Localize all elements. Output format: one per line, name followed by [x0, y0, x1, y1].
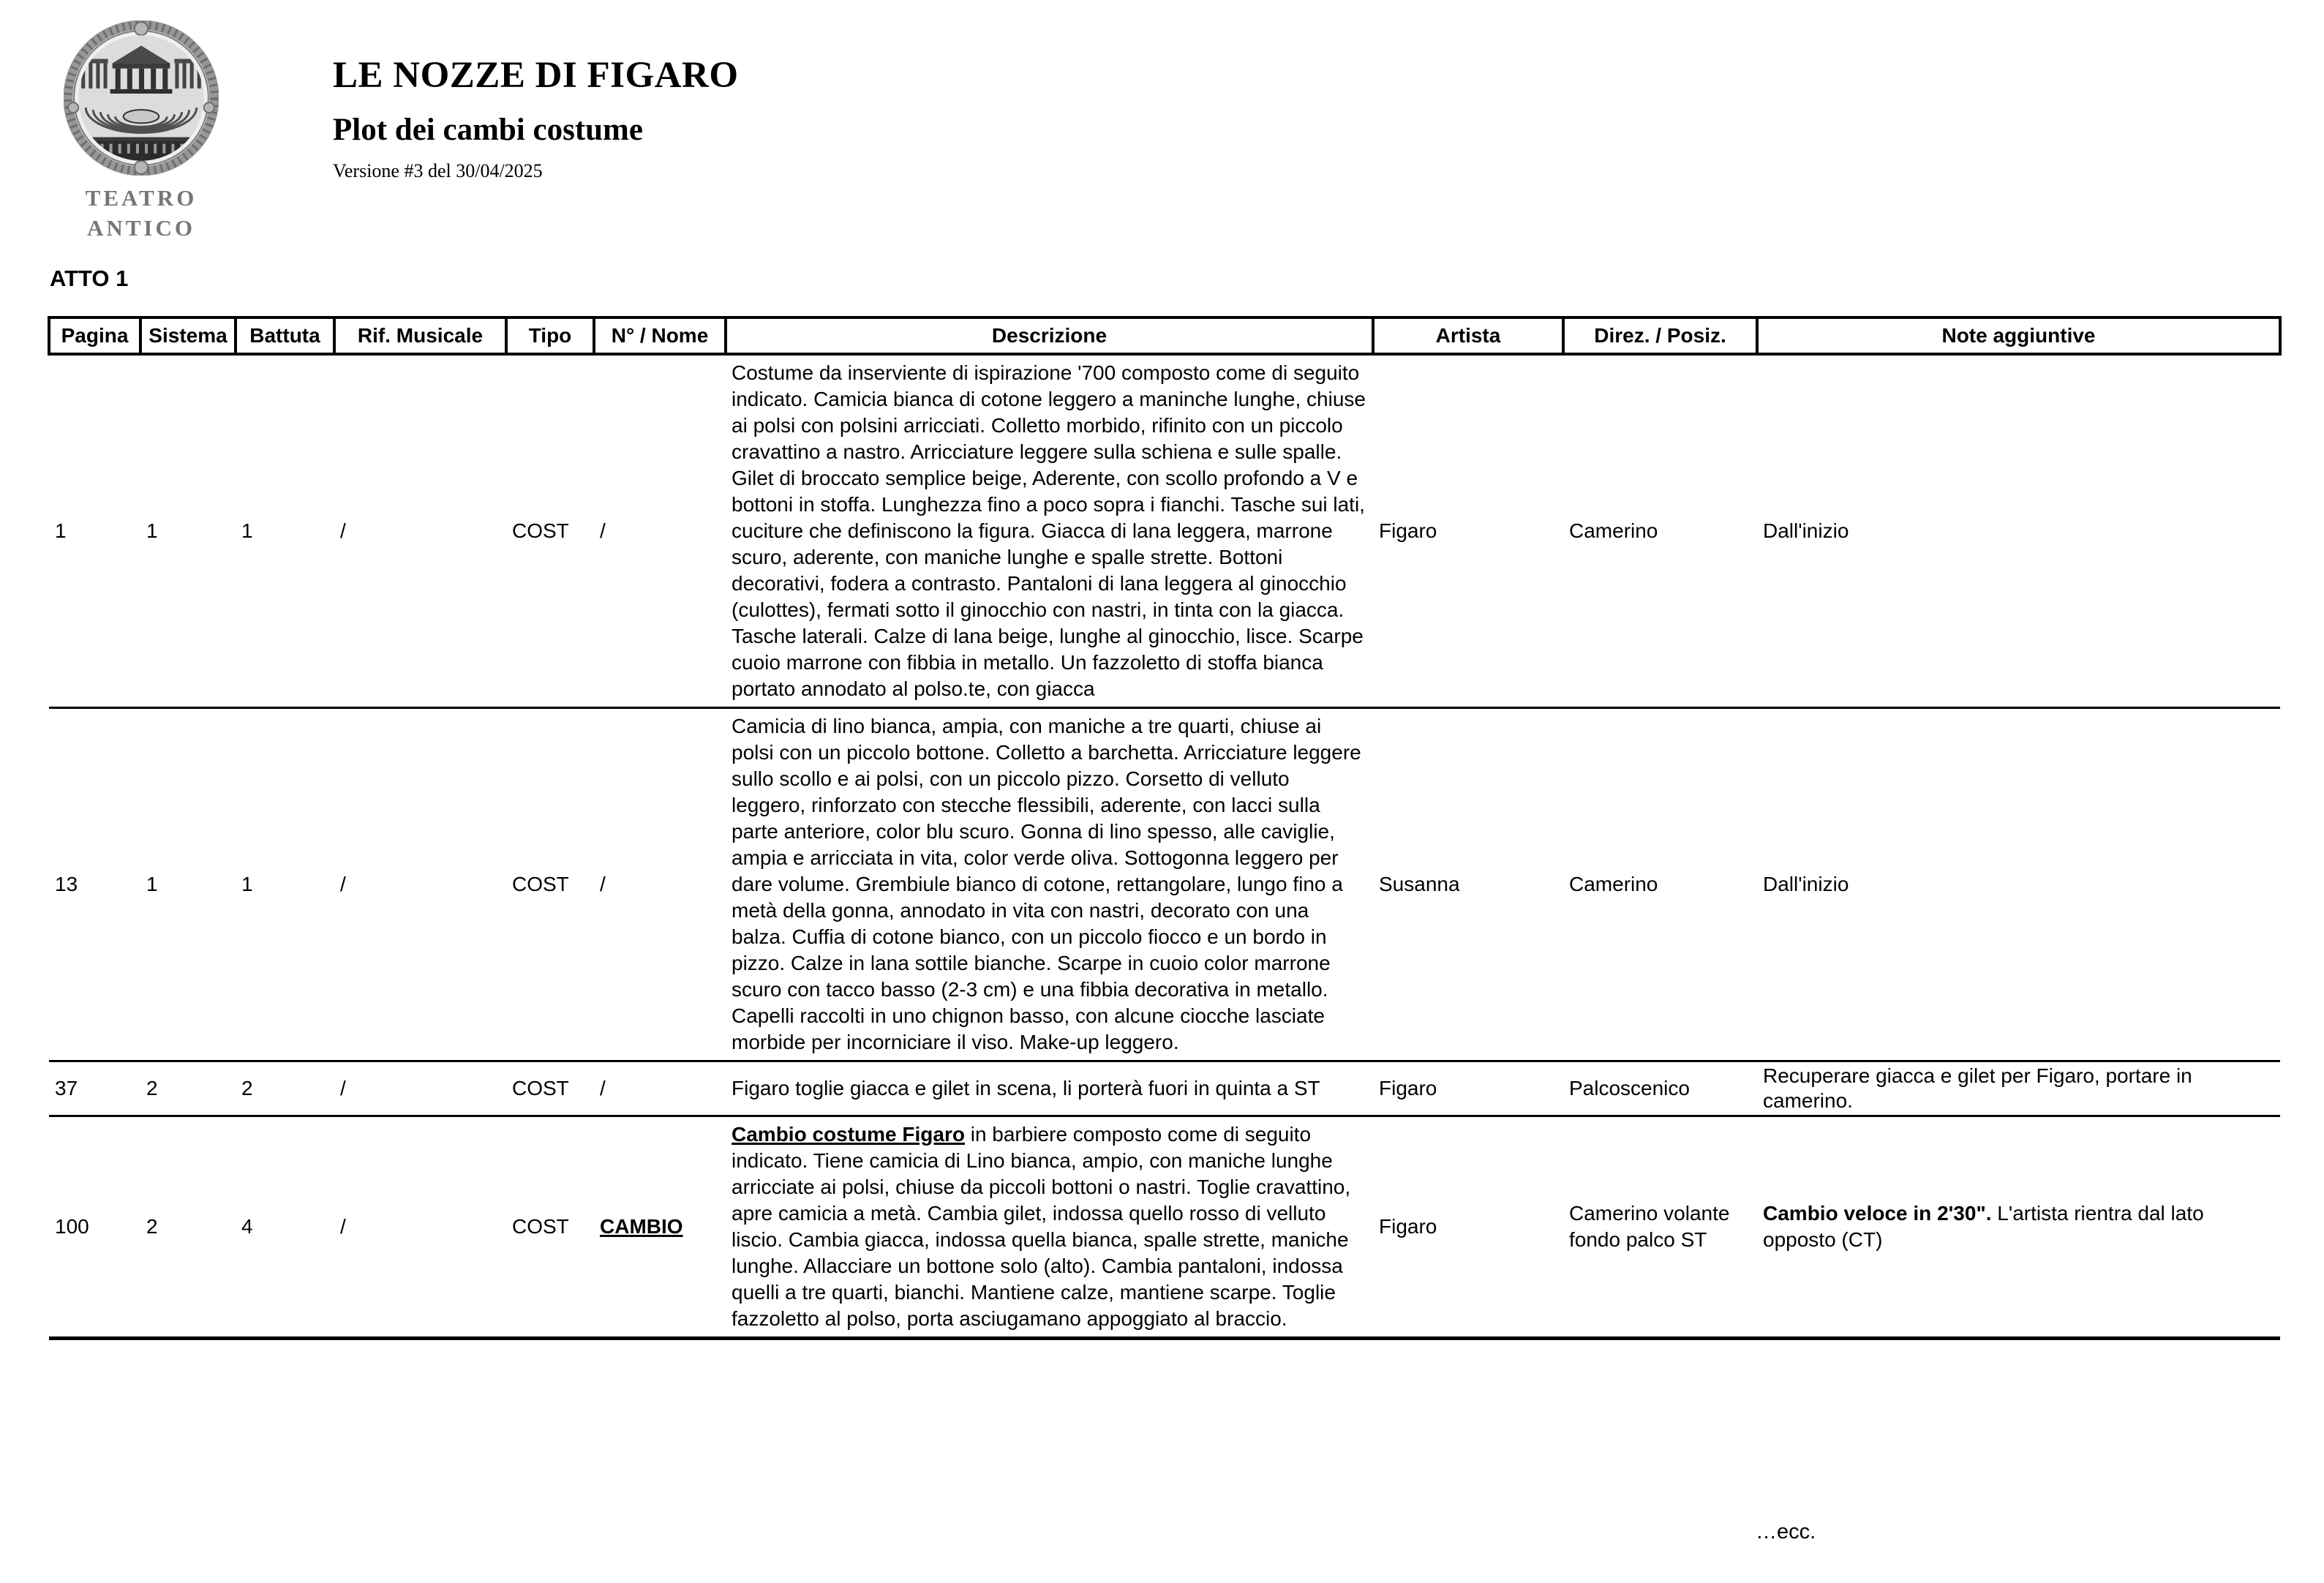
cell-tipo: COST: [512, 519, 569, 542]
cell-sistema: 2: [146, 1077, 158, 1099]
costume-plot-table: [48, 316, 2282, 1340]
column-header-artista: Artista: [1373, 317, 1563, 354]
cell-direz-posiz: Camerino volante fondo palco ST: [1569, 1202, 1730, 1251]
act-heading: ATTO 1: [50, 266, 129, 291]
logo-caption-line2: ANTICO: [86, 214, 195, 241]
column-header-descrizione: Descrizione: [726, 317, 1373, 354]
cell-descrizione: [726, 708, 1373, 1061]
description-text: in barbiere composto come di seguito indicato. Tiene camicia di Lino bianca, ampio, con maniche lunghe arricciate ai polsi, chiuse da piccoli bottoni o nastri. Toglie cravattino, apre camicia a metà. Cambia gilet, indossa quello rosso di velluto liscio. Cambia giacca, indossa quella bianca, spalle strette, maniche lunghe. Allacciare un bottone solo (alto). Cambia pantaloni, indossa quelli a tre quarti, bianchi. Mantiene calze, mantiene scarpe. Toglie fazzoletto al polso, porta asciugamano appoggiato al braccio.: [732, 1123, 1351, 1330]
cell-artista: Figaro: [1379, 1215, 1437, 1238]
cell-battuta: 1: [241, 519, 253, 542]
cell-tipo: COST: [512, 1077, 569, 1099]
note-text: L'artista rientra dal lato opposto (CT): [1763, 1202, 2204, 1251]
cell-rif-musicale: /: [340, 873, 346, 895]
description-text: Camicia di lino bianca, ampia, con maniche a tre quarti, chiuse ai polsi con un piccolo bottone. Colletto a barchetta. Arricciature leggere sullo scollo e ai polsi, con un piccolo pizzo. Corsetto di velluto leggero, rinforzato con stecche flessibili, aderente, con lacci sulla parte anteriore, color blu scuro. Gonna di lino spesso, alle caviglie, ampia e arricciata in vita, color verde oliva. Sottogonna leggero per dare volume. Grembiule bianco di cotone, rettangolare, lungo fino a metà della gonna, annodato in vita con nastri, decorato con una balza. Cuffia di cotone bianco, con un piccolo fiocco e un bordo in pizzo. Calze in lana sottile bianche. Scarpe in cuoio color marrone scuro con tacco basso (2-3 cm) e una fibbia decorativa in metallo. Capelli raccolti in uno chignon basso, con alcune ciocche lasciate morbide per incorniciare il viso. Make-up leggero.: [732, 715, 1361, 1053]
cell-rif-musicale: /: [340, 519, 346, 542]
cell-rif-musicale: /: [340, 1215, 346, 1238]
cell-artista: Susanna: [1379, 873, 1460, 895]
cell-battuta: 1: [241, 873, 253, 895]
cell-direz-posiz: Palcoscenico: [1569, 1077, 1690, 1099]
description-lead: Cambio costume Figaro: [732, 1123, 965, 1146]
continuation-mark: …ecc.: [1756, 1520, 1816, 1543]
cell-tipo: COST: [512, 873, 569, 895]
column-header-pagina: Pagina: [49, 317, 140, 354]
table-row: [49, 1061, 2280, 1116]
cell-note: Recuperare giacca e gilet per Figaro, portare in camerino.: [1763, 1064, 2192, 1112]
cell-pagina: 100: [55, 1215, 89, 1238]
cell-note: Dall'inizio: [1763, 873, 1849, 895]
cell-battuta: 2: [241, 1077, 253, 1099]
cell-battuta: 4: [241, 1215, 253, 1238]
cell-note: [1757, 1116, 2280, 1339]
cell-pagina: 1: [55, 519, 67, 542]
cell-rif-musicale: /: [340, 1077, 346, 1099]
title-block: [333, 57, 739, 181]
cell-direz-posiz: Camerino: [1569, 519, 1658, 542]
cell-nome: CAMBIO: [600, 1215, 683, 1238]
cell-note: Dall'inizio: [1763, 519, 1849, 542]
cell-nome: /: [600, 1077, 606, 1099]
cell-descrizione: [726, 354, 1373, 708]
column-header-direz-posiz: Direz. / Posiz.: [1563, 317, 1757, 354]
cell-nome: /: [600, 519, 606, 542]
cell-pagina: 13: [55, 873, 78, 895]
cell-tipo: COST: [512, 1215, 569, 1238]
note-lead: Cambio veloce in 2'30".: [1763, 1202, 1992, 1225]
cell-artista: Figaro: [1379, 1077, 1437, 1099]
column-header-tipo: Tipo: [506, 317, 594, 354]
table-row: [49, 708, 2280, 1061]
column-header-note: Note aggiuntive: [1757, 317, 2280, 354]
table-header-row: [49, 317, 2280, 354]
table-row: [49, 1116, 2280, 1339]
version-line: Versione #3 del 30/04/2025: [333, 160, 543, 181]
cell-descrizione: [726, 1061, 1373, 1116]
logo-caption: [57, 184, 225, 244]
description-text: Costume da inserviente di ispirazione '700 composto come di seguito indicato. Camicia bianca di cotone leggero a maninche lunghe, chiuse ai polsi con polsini arricciati. Colletto morbido, rifinito con un piccolo cravattino a nastro. Arricciature leggere sulla schiena e sulle spalle. Gilet di broccato semplice beige, Aderente, con scollo profondo a V e bottoni in stoffa. Lunghezza fino a poco sopra i fianchi. Tasche sui lati, cuciture che definiscono la figura. Giacca di lana leggera, marrone scuro, aderente, con maniche lunghe e spalle strette. Bottoni decorativi, fodera a contrasto. Pantaloni di lana leggera al ginocchio (culottes), fermati sotto il ginocchio con nastri, in tinta con la giacca. Tasche laterali. Calze di lana beige, lunghe al ginocchio, lisce. Scarpe cuoio marrone con fibbia in metallo. Un fazzoletto di stoffa bianca portato annodato al polso.te, con giacca: [732, 361, 1366, 700]
table-row: [49, 354, 2280, 708]
column-header-rif-musicale: Rif. Musicale: [334, 317, 506, 354]
cell-descrizione: [726, 1116, 1373, 1339]
cell-direz-posiz: Camerino: [1569, 873, 1658, 895]
cell-sistema: 1: [146, 519, 158, 542]
logo-caption-line1: TEATRO: [85, 185, 198, 211]
cell-artista: Figaro: [1379, 519, 1437, 542]
cell-pagina: 37: [55, 1077, 78, 1099]
cell-nome: /: [600, 873, 606, 895]
description-text: Figaro toglie giacca e gilet in scena, li porterà fuori in quinta a ST: [732, 1077, 1320, 1099]
column-header-battuta: Battuta: [236, 317, 334, 354]
column-header-nome: N° / Nome: [594, 317, 726, 354]
cell-sistema: 2: [146, 1215, 158, 1238]
teatro-antico-logo-icon: [64, 20, 219, 176]
table-header: [49, 317, 2280, 354]
table-body: [49, 354, 2280, 1339]
column-header-sistema: Sistema: [140, 317, 236, 354]
cell-sistema: 1: [146, 873, 158, 895]
page-title: LE NOZZE DI FIGARO: [333, 55, 739, 96]
theater-logo-block: [57, 20, 225, 244]
page-subtitle: Plot dei cambi costume: [333, 113, 643, 147]
